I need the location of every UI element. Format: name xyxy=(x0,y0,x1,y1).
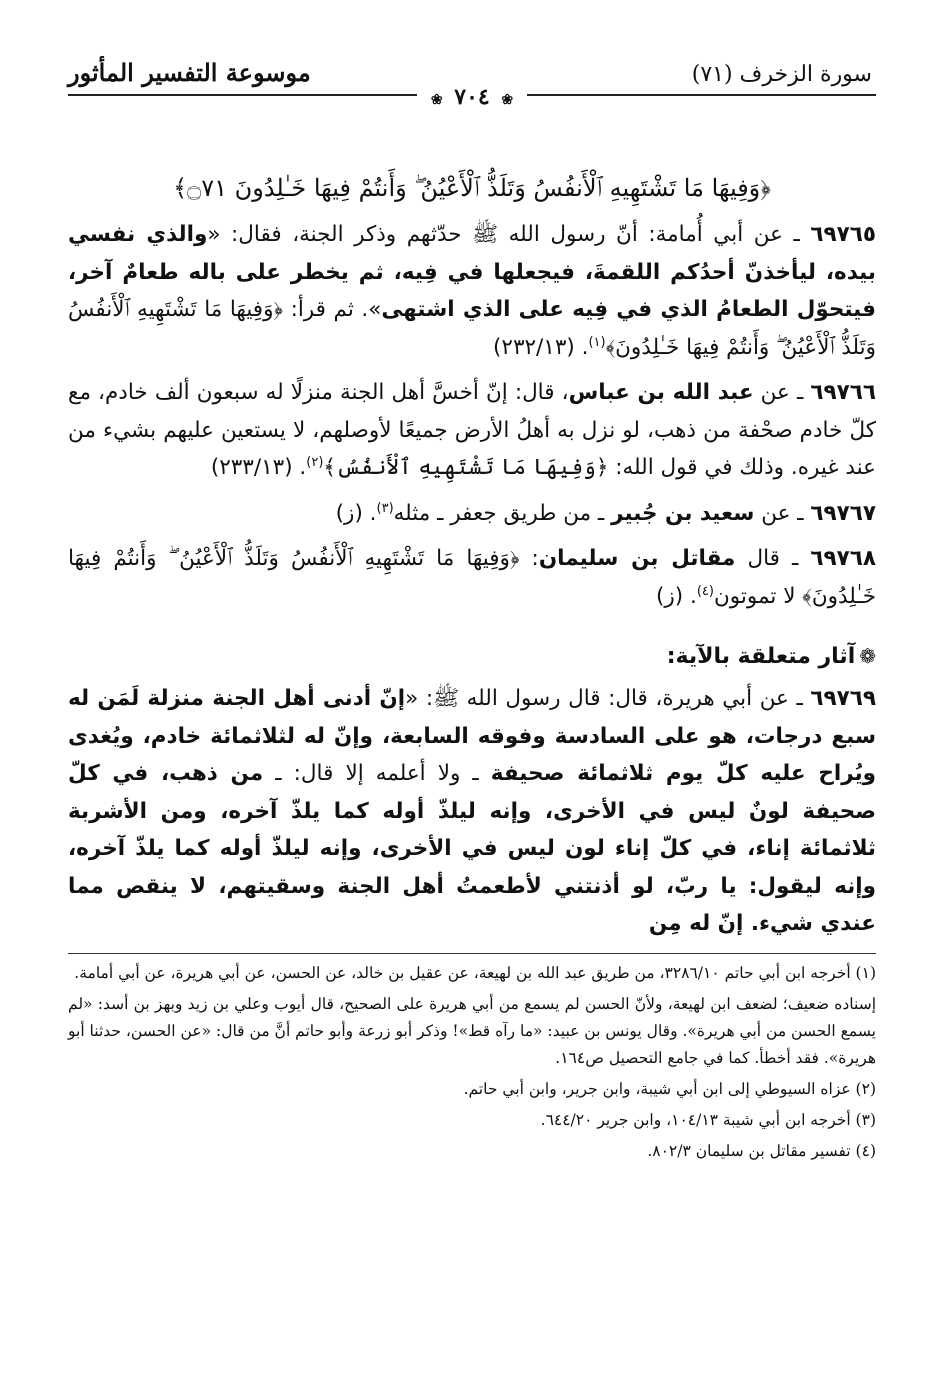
narration-entry xyxy=(68,374,876,487)
narration-number: ٦٩٧٦٦ xyxy=(810,380,876,405)
flower-icon: ❁ xyxy=(859,644,876,668)
footnote-ref[interactable]: (٤) xyxy=(696,583,714,599)
reference-text: . (ز) xyxy=(655,583,697,609)
narration-entry xyxy=(68,216,876,366)
narration-number: ٦٩٧٦٩ xyxy=(810,686,876,711)
narration-text: لا تموتون xyxy=(713,583,803,609)
footnote-2: (٢) عزاه السيوطي إلى ابن أبي شيبة، وابن جرير، وابن أبي حاتم. xyxy=(463,1079,876,1098)
narration-entry xyxy=(68,680,876,943)
ornament-right-icon: ❀ xyxy=(501,92,514,108)
section-title-text: آثار متعلقة بالآية: xyxy=(666,644,856,669)
narration-text: ـ عن أبي هريرة، قال: قال رسول الله ﷺ: « xyxy=(405,686,811,711)
hadith-text: والذي نفسي بيده، ليأخذنّ أحدُكم اللقمةَ، فيجعلها في فِيه، ثم يخطر على باله طعامٌ آخر، فيتحوّل الطعامُ الذي في فِيه على الذي اشتهى xyxy=(68,222,876,322)
reference-text: . (٢٣٢/١٣) xyxy=(493,334,589,360)
footnote-3: (٣) أخرجه ابن أبي شيبة ١٠٤/١٣، وابن جرير ٦٤٤/٢٠. xyxy=(540,1110,876,1129)
narration-text: ـ عن أبي أُمامة: أنّ رسول الله ﷺ حدّثهم وذكر الجنة، فقال: « xyxy=(207,222,811,247)
narrator-name: عبد الله بن عباس xyxy=(568,380,754,405)
section-heading xyxy=(68,637,876,676)
reference-text: . (٢٣٣/١٣) xyxy=(210,455,307,480)
verse-quote: ﴿وَفِيهَا مَا تَشْتَهِيهِ ٱلْأَنفُسُ وَتَلَذُّ ٱلْأَعْيُنُ ۖ وَأَنتُمْ فِيهَا خَـٰلِدُونَ﴾ xyxy=(68,297,876,360)
narration-text: ـ من طريق جعفر ـ مثله xyxy=(393,500,612,526)
footnote-1-note: إسناده ضعيف؛ لضعف ابن لهيعة، ولأنّ الحسن لم يسمع من أبي هريرة على الصحيح، قال أيوب وعلي بن زيد وبهز بن أسد: «لم يسمع الحسن من أبي هريرة». وقال يونس بن عبيد: «ما رآه قط»! وذكر أبو زرعة وأبو حاتم أنَّ من قال: «عن الحسن، حدثنا أبو هريرة». فقد أخطأ. كما في جامع التحصيل ص١٦٤. xyxy=(68,994,876,1067)
footnote-ref[interactable]: (١) xyxy=(588,334,606,350)
hadith-text: من ذهب، في كلّ صحيفة لونٌ ليس في الأخرى، وإنه ليلذّ أوله كما يلذّ آخره، ومن الأشربة ثلاثمائة إناء، في كلّ إناء لون ليس في الأخرى، وإنه ليلذّ أوله كما يلذّ آخره، وإنه ليقول: يا ربّ، لو أذنتني لأطعمتُ أهل الجنة وسقيتهم، لا ينقص مما عندي شيء. إنّ له مِن xyxy=(68,761,876,936)
narration-text: ، قال: إنّ أخسَّ أهل الجنة منزلًا له سبعون ألف خادم، مع كلّ خادم صحْفة من ذهب، لو نزل به أهلُ الأرض جميعًا لأوصلهم، لا يستعين عليهم بشيء من عند غيره. وذلك في قول الله: xyxy=(68,380,876,480)
narration-text: ». ثم قرأ: xyxy=(283,297,382,322)
surah-title: سورة الزخرف (٧١) xyxy=(691,62,872,87)
book-page xyxy=(68,56,876,1169)
quran-verse: ﴿وَفِيهَا مَا تَشْتَهِيهِ ٱلْأَنفُسُ وَتَلَذُّ ٱلْأَعْيُنُ ۖ وَأَنتُمْ فِيهَا خَـٰلِدُونَ ۝٧١﴾ xyxy=(173,174,771,202)
page-number-value: ٧٠٤ xyxy=(454,84,490,110)
footnote-4: (٤) تفسير مقاتل بن سليمان ٨٠٢/٣. xyxy=(647,1141,876,1160)
narration-text: ـ قال xyxy=(735,546,811,571)
narration-number: ٦٩٧٦٥ xyxy=(810,222,876,247)
narrator-name: سعيد بن جُبير xyxy=(611,500,755,526)
narration-number: ٦٩٧٦٨ xyxy=(810,546,877,571)
footnotes xyxy=(68,960,876,1165)
book-title: موسوعة التفسير المأثور xyxy=(68,58,311,87)
page-number xyxy=(417,84,527,110)
narration-text: ـ عن xyxy=(753,380,811,405)
footnote-1: (١) أخرجه ابن أبي حاتم ٣٢٨٦/١٠، من طريق عبد الله بن لهيعة، عن عقيل بن خالد، عن الحسن، عن أبي هريرة، عن أبي أمامة. xyxy=(74,963,876,982)
narration-text: : xyxy=(519,546,539,571)
narration-number: ٦٩٧٦٧ xyxy=(810,500,876,526)
reference-text: . (ز) xyxy=(335,500,377,526)
ornament-left-icon: ❀ xyxy=(430,92,443,108)
narration-text: ـ ولا أعلمه إلا قال: ـ xyxy=(263,761,491,786)
narration-entry xyxy=(68,540,876,615)
narration-text: ـ عن xyxy=(754,500,811,526)
footnote-ref[interactable]: (٢) xyxy=(306,454,324,470)
narration-entry xyxy=(68,495,876,533)
hadith-text: إنّ أدنى أهل الجنة منزلة لَمَن له سبع درجات، هو على السادسة وفوقه السابعة، وإنّ له لثلاثمائة خادم، ويُغدى ويُراح عليه كلّ يوم ثلاثمائة صحيفة xyxy=(68,686,877,786)
footnote-ref[interactable]: (٣) xyxy=(376,500,394,516)
narrator-name: مقاتل بن سليمان xyxy=(538,546,736,571)
verse-quote: ﴿وَفِيهَا مَا تَشْتَهِيهِ ٱلْأَنفُسُ وَتَلَذُّ ٱلْأَعْيُنُ ۖ وَأَنتُمْ فِيهَا خَـٰلِدُونَ﴾ xyxy=(68,546,876,609)
verse-quote: ﴿وَفِيهَا مَا تَشْتَهِيهِ ٱلْأَنفُسُ﴾ xyxy=(323,455,609,480)
page-header xyxy=(68,56,876,110)
footnote-divider xyxy=(68,953,876,954)
